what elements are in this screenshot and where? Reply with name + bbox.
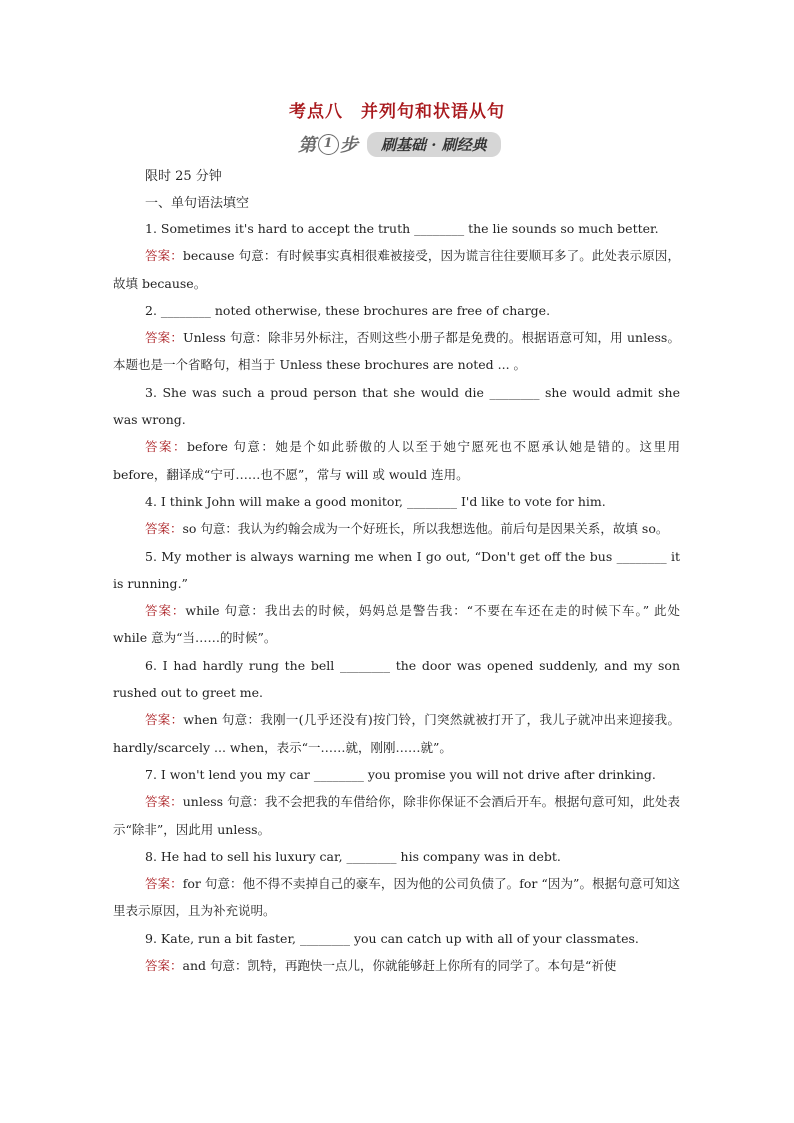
section-heading: 一、单句语法填空 — [145, 196, 250, 211]
step-suffix: 步 — [340, 135, 359, 156]
answer-label: 答案： — [145, 958, 183, 974]
answer-label: 答案： — [145, 876, 183, 892]
answer-text: 答案：unless 句意：我不会把我的车借给你，除非你保证不会酒后开车。根据句意可知，此处表示“除非”，因此用 unless。 — [113, 794, 680, 837]
question-text: 2. ________ noted otherwise, these brochures are free of charge. — [145, 302, 551, 318]
page-title — [0, 97, 794, 122]
answer-label: 答案： — [145, 248, 183, 264]
answer-label: 答案： — [145, 712, 184, 728]
question-text: 9. Kate, run a bit faster, ________ you can catch up with all of your classmates. — [145, 930, 639, 946]
step-pill-label: 刷基础 · 刷经典 — [367, 132, 501, 157]
title-topic: 考点八 — [289, 102, 343, 122]
answer-label: 答案： — [145, 794, 183, 810]
time-limit: 限时 25 分钟 — [145, 169, 222, 184]
answer-label: 答案： — [145, 603, 186, 619]
answer-text: 答案：and 句意：凯特，再跑快一点儿，你就能够赶上你所有的同学了。本句是“祈使 — [145, 958, 617, 974]
answer-label: 答案： — [145, 521, 183, 537]
step-number-badge: 1 — [318, 134, 339, 155]
title-subject: 并列句和状语从句 — [361, 102, 505, 122]
question-text: 3. She was such a proud person that she would die ________ she would admit she was wrong. — [113, 384, 680, 428]
question-text: 1. Sometimes it's hard to accept the truth ________ the lie sounds so much better. — [145, 221, 659, 236]
question-text: 4. I think John will make a good monitor, ________ I'd like to vote for him. — [145, 493, 606, 509]
answer-text: 答案：when 句意：我刚一(几乎还没有)按门铃，门突然就被打开了，我儿子就冲出来迎接我。hardly/scarcely ... when，表示“一……就，刚刚……就”。 — [113, 712, 680, 755]
answer-label: 答案： — [145, 439, 188, 455]
answer-text: 答案：so 句意：我认为约翰会成为一个好班长，所以我想选他。前后句是因果关系，故填 so。 — [145, 521, 669, 537]
answer-text: 答案：because 句意：有时候事实真相很难被接受，因为谎言往往要顺耳多了。此处表示原因，故填 because。 — [113, 248, 680, 291]
step-prefix: 第 — [298, 135, 317, 156]
answer-text: 答案：while 句意：我出去的时候，妈妈总是警告我：“不要在车还在走的时候下车。” 此处 while 意为“当……的时候”。 — [113, 603, 680, 646]
question-text: 5. My mother is always warning me when I go out, “Don't get off the bus ________ it is running.” — [113, 548, 680, 591]
step-banner — [298, 131, 501, 157]
question-text: 7. I won't lend you my car ________ you promise you will not drive after drinking. — [145, 766, 656, 782]
answer-text: 答案：for 句意：他不得不卖掉自己的豪车，因为他的公司负债了。for “因为”。根据句意可知这里表示原因，且为补充说明。 — [113, 876, 680, 919]
question-text: 6. I had hardly rung the bell ________ the door was opened suddenly, and my son rushed out to greet me. — [113, 657, 680, 701]
answer-label: 答案： — [145, 330, 184, 346]
answer-text: 答案：Unless 句意：除非另外标注，否则这些小册子都是免费的。根据语意可知，用 unless。本题也是一个省略句，相当于 Unless these brochures are noted ... 。 — [113, 330, 680, 373]
question-list — [113, 215, 680, 979]
question-text: 8. He had to sell his luxury car, ________ his company was in debt. — [145, 848, 561, 864]
answer-text: 答案：before 句意：她是个如此骄傲的人以至于她宁愿死也不愿承认她是错的。这里用 before，翻译成“宁可……也不愿”，常与 will 或 would 连用。 — [113, 439, 680, 482]
